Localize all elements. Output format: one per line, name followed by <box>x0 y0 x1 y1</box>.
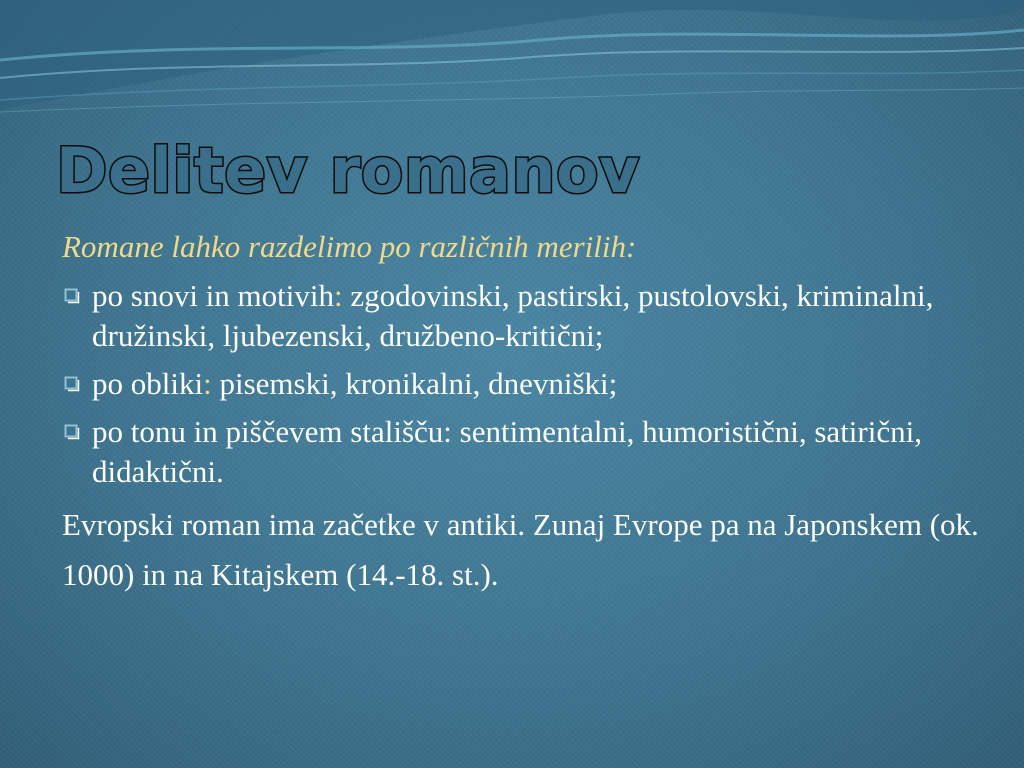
list-item-separator: : <box>203 366 212 401</box>
hollow-square-bullet-icon <box>64 424 80 440</box>
list-item <box>62 412 982 492</box>
hollow-square-bullet-icon <box>64 288 80 304</box>
slide-body <box>62 224 982 600</box>
list-item <box>62 276 982 356</box>
wave-decoration <box>0 0 1024 120</box>
list-item <box>62 364 982 404</box>
list-item-text: : sentimentalni, humoristični, satirični, didaktični. <box>92 414 922 489</box>
list-item-lead <box>92 414 443 449</box>
list-item-lead <box>92 366 212 401</box>
list-item-text: zgodovinski, pastirski, pustolovski, kriminalni, družinski, ljubezenski, družbeno-kritični; <box>92 278 934 353</box>
criteria-list <box>62 276 982 492</box>
list-item-separator: : <box>334 278 343 313</box>
closing-text: Evropski roman ima začetke v antiki. Zunaj Evrope pa na Japonskem (ok. 1000) in na Kitajskem (14.-18. st.). <box>62 507 979 592</box>
hollow-square-bullet-icon <box>64 376 80 392</box>
slide-title: Delitev romanov <box>56 134 640 207</box>
list-item-text: pisemski, kronikalni, dnevniški; <box>211 366 618 401</box>
list-item-lead <box>92 278 343 313</box>
list-item-lead-text: po tonu in piščevem stališču <box>92 414 444 449</box>
intro-text: Romane lahko razdelimo po različnih merilih: <box>62 229 637 264</box>
list-item-lead-text: po snovi in motivih <box>92 278 334 313</box>
list-item-lead-text: po obliki <box>92 366 204 401</box>
